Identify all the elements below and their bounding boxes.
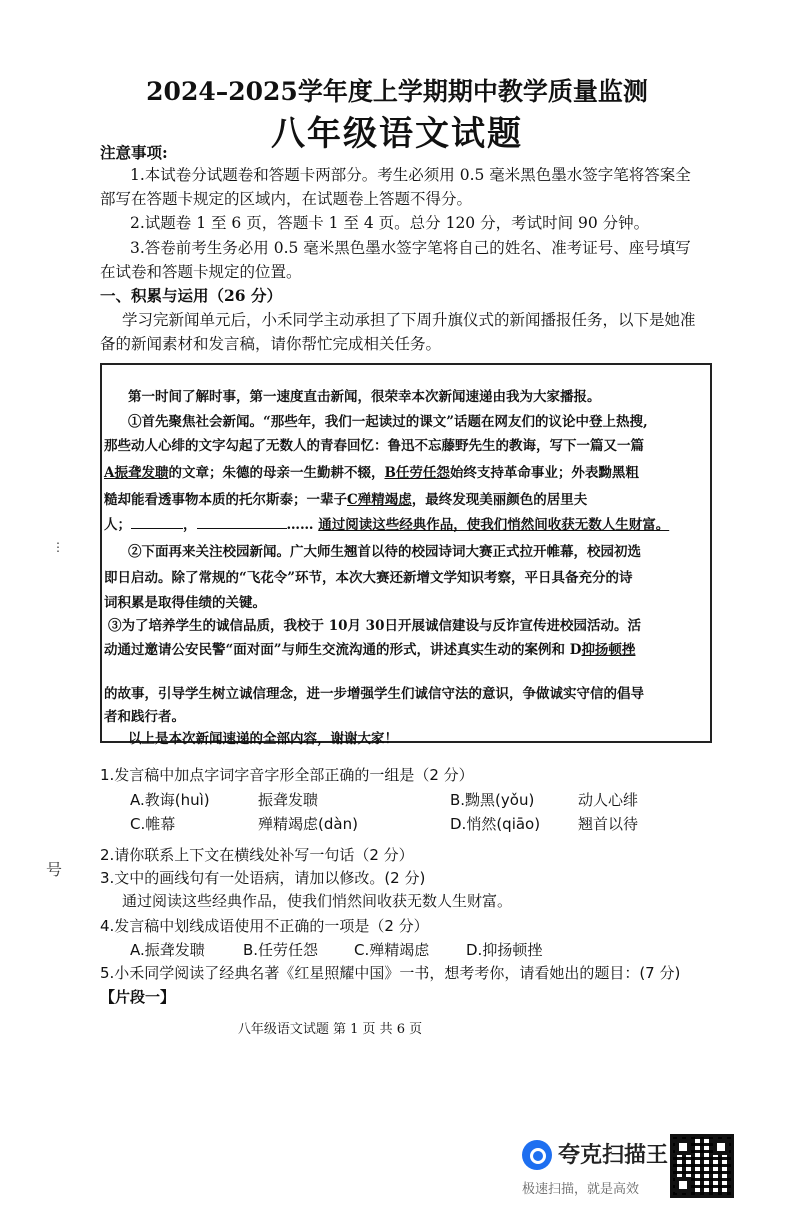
- q4-option-d: D.抑扬顿挫: [466, 941, 543, 959]
- notice-heading: 注意事项:: [100, 143, 168, 162]
- q1-option-d-word: 翘首以待: [578, 815, 639, 833]
- question-3-sentence: 通过阅读这些经典作品，使我们悄然间收获无数人生财富。: [122, 892, 513, 910]
- q1-option-a: A.教诲(huì): [130, 791, 210, 809]
- q4-option-b: B.任劳任怨: [243, 941, 319, 959]
- brand-name: 夸克扫描王: [558, 1143, 669, 1168]
- speech-p1-line4: 糙却能看透事物本质的托尔斯泰；一辈子C殚精竭虑，最终发现美丽颜色的居里夫: [104, 492, 588, 508]
- notice-line-3: 2.试题卷 1 至 6 页，答题卡 1 至 4 页。总分 120 分，考试时间 90 分钟。: [130, 214, 650, 232]
- question-5: 5.小禾同学阅读了经典名著《红星照耀中国》一书，想考考你，请看她出的题目：(7 分): [100, 964, 681, 982]
- q4-option-c: C.殚精竭虑: [354, 941, 430, 959]
- fill-blank-2[interactable]: [197, 514, 287, 529]
- speech-p1-line1: ①首先聚焦社会新闻。“那些年，我们一起读过的课文”话题在网友们的议论中登上热搜,: [128, 414, 648, 430]
- idiom-a: A振聋发聩: [104, 465, 169, 481]
- speech-closing: 以上是本次新闻速递的全部内容，谢谢大家！: [128, 731, 398, 747]
- idiom-d: 抑扬顿挫: [581, 642, 636, 658]
- section-heading: 一、积累与运用（26 分）: [100, 286, 282, 305]
- speech-p3-line1: ③为了培养学生的诚信品质，我校于 10月 30日开展诚信建设与反诈宣传进校园活动。活: [108, 618, 641, 634]
- notice-line-5: 在试卷和答题卡规定的位置。: [100, 263, 302, 281]
- speech-p2-line2: 即日启动。除了常规的“飞花令”环节，本次大赛还新增文学知识考察，平日具备充分的诗: [104, 570, 633, 586]
- qr-code-icon: [670, 1134, 734, 1198]
- q4-option-a: A.振聋发聩: [130, 941, 205, 959]
- margin-dots: ⋮: [52, 540, 64, 554]
- question-4: 4.发言稿中划线成语使用不正确的一项是（2 分）: [100, 917, 429, 935]
- q1-option-a-word: 振聋发聩: [258, 791, 319, 809]
- idiom-c: C殚精竭虑: [347, 492, 412, 508]
- speech-p3-line3: 的故事，引导学生树立诚信理念，进一步增强学生们诚信守法的意识，争做诚实守信的倡导: [104, 686, 644, 702]
- speech-p1-line3: A振聋发聩的文章；朱德的母亲一生勤耕不辍，B任劳任怨始终支持革命事业；外表黝黑粗: [104, 465, 639, 481]
- page-footer: 八年级语文试题 第 1 页 共 6 页: [237, 1022, 423, 1037]
- speech-opening: 第一时间了解时事，第一速度直击新闻，很荣幸本次新闻速递由我为大家播报。: [128, 389, 601, 405]
- question-3: 3.文中的画线句有一处语病，请加以修改。(2 分): [100, 869, 426, 887]
- idiom-b: B任劳任怨: [384, 465, 450, 481]
- q1-option-c: C.帷幕: [130, 815, 176, 833]
- notice-line-1: 1.本试卷分试题卷和答题卡两部分。考生必须用 0.5 毫米黑色墨水签字笔将答案全: [130, 166, 691, 184]
- speech-p2-line3: 词积累是取得佳绩的关键。: [104, 595, 266, 611]
- notice-line-2: 部写在答题卡规定的区域内，在试题卷上答题不得分。: [100, 190, 473, 208]
- fragment-heading: 【片段一】: [100, 988, 176, 1006]
- q1-option-b: B.黝黑(yǒu): [450, 791, 535, 809]
- speech-p2-line1: ②下面再来关注校园新闻。广大师生翘首以待的校园诗词大赛正式拉开帷幕，校园初选: [128, 544, 641, 560]
- brand-tagline: 极速扫描，就是高效: [522, 1182, 640, 1197]
- fill-blank-1[interactable]: [131, 514, 183, 529]
- section-intro-2: 备的新闻素材和发言稿，请你帮忙完成相关任务。: [100, 335, 442, 353]
- quark-logo-icon: [522, 1140, 552, 1170]
- speech-p1-line2: 那些动人心绯的文字勾起了无数人的青春回忆：鲁迅不忘藤野先生的教诲，写下一篇又一篇: [104, 438, 644, 454]
- speech-p3-line4: 者和践行者。: [104, 709, 185, 725]
- exam-header-title: 2024–2025学年度上学期期中教学质量监测: [146, 77, 648, 106]
- speech-p3-line2: 动通过邀请公安民警“面对面”与师生交流沟通的形式，讲述真实生动的案例和 D抑扬顿挫: [104, 642, 636, 658]
- q1-option-d: D.悄然(qiāo): [450, 815, 541, 833]
- q1-option-c-word: 殚精竭虑(dàn): [258, 815, 358, 833]
- question-2: 2.请你联系上下文在横线处补写一句话（2 分）: [100, 846, 414, 864]
- underlined-sentence: 通过阅读这些经典作品，使我们悄然间收获无数人生财富。: [318, 517, 670, 533]
- speech-p1-line5: 人； ， …… 通过阅读这些经典作品，使我们悄然间收获无数人生财富。: [104, 513, 669, 533]
- section-intro-1: 学习完新闻单元后，小禾同学主动承担了下周升旗仪式的新闻播报任务，以下是她准: [122, 311, 696, 329]
- margin-mark: 号: [46, 860, 63, 879]
- notice-line-4: 3.答卷前考生务必用 0.5 毫米黑色墨水签字笔将自己的姓名、准考证号、座号填写: [130, 239, 691, 257]
- exam-subject-title: 八年级语文试题: [271, 114, 523, 154]
- question-1: 1.发言稿中加点字词字音字形全部正确的一组是（2 分）: [100, 766, 474, 784]
- q1-option-b-word: 动人心绯: [578, 791, 639, 809]
